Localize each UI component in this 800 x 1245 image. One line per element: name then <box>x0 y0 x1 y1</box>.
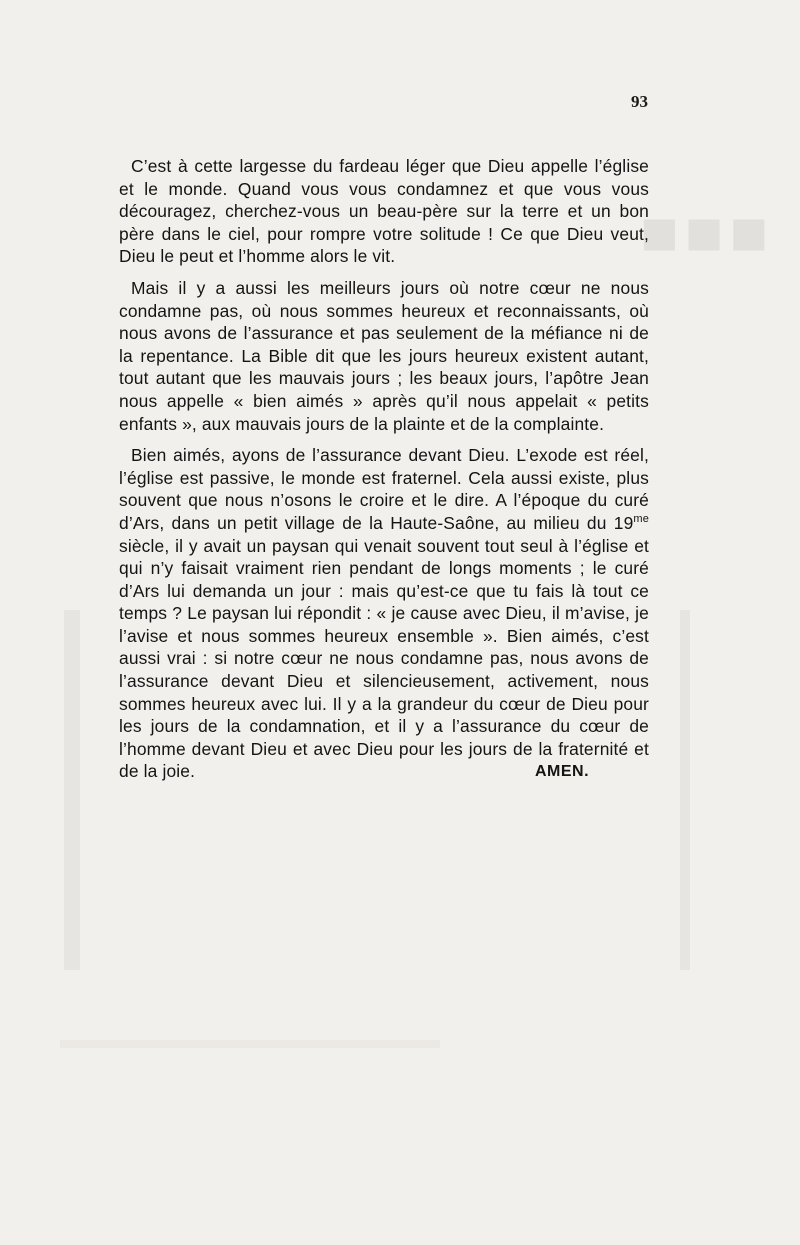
closing-amen: AMEN. <box>535 763 590 780</box>
show-through-block <box>60 1040 440 1048</box>
show-through-block <box>64 610 80 970</box>
paragraph-2: Mais il y a aussi les meilleurs jours où notre cœur ne nous condamne pas, où nous sommes heureux et reconnaissants, où nous avons de l’assurance et pas seulement de la méfiance ni de la repentance. La Bible dit que les jours heureux existent autant, tout autant que les mauvais jours ; les beaux jours, l’apôtre Jean nous appelle « bien aimés » après qu’il nous appelait « petits enfants », aux mauvais jours de la plainte et de la complainte. <box>119 277 649 434</box>
ordinal-superscript: me <box>633 513 649 526</box>
paragraph-3-part-a: Bien aimés, ayons de l’assurance devant Dieu. L’exode est réel, l’église est passive, le monde est fraternel. Cela aussi existe, plus souvent que nous n’osons le croire et le dire. A l’époque du curé d’Ars, dans un petit village de la Haute-Saône, au milieu du 19 <box>119 445 649 533</box>
page-number: 93 <box>631 92 648 111</box>
paragraph-1: C’est à cette largesse du fardeau léger que Dieu appelle l’église et le monde. Quand vous vous condamnez et que vous vous découragez, cherchez-vous un beau-père sur la terre et un bon père dans le ciel, pour rompre votre solitude ! Ce que Dieu veut, Dieu le peut et l’homme alors le vit. <box>119 156 649 267</box>
sermon-text <box>119 155 649 792</box>
show-through-block <box>680 610 690 970</box>
paragraph-3-part-b: siècle, il y avait un paysan qui venait souvent tout seul à l’église et qui n’y faisait vraiment rien pendant de longs moments ; le curé d’Ars lui demanda un jour : mais qu’est-ce que tu fais là tout ce temps ? Le paysan lui répondit : « je cause avec Dieu, il m’avise, je l’avise et nous sommes heureux ensemble ». Bien aimés, c’est aussi vrai : si notre cœur ne nous condamne pas, nous avons de l’assurance devant Dieu et silencieusement, activement, nous sommes heureux avec lui. Il y a la grandeur du cœur de Dieu pour les jours de la condamnation, et il y a l’assurance du cœur de l’homme devant Dieu et avec Dieu pour les jours de la fraternité et de la joie. <box>119 535 649 782</box>
show-through-heading: ■■■ <box>640 196 774 268</box>
paragraph-3 <box>119 444 649 783</box>
